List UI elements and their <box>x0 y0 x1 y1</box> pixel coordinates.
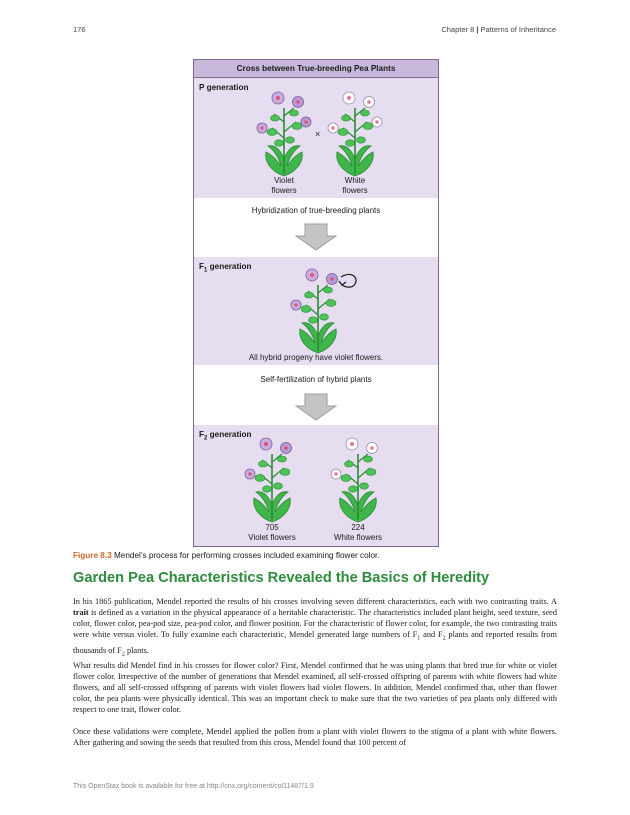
f2-generation-label: $F_2$ generation <box>199 430 252 442</box>
cross-symbol: × <box>315 129 321 139</box>
hybridization-step: Hybridization of true-breeding plants <box>251 206 381 215</box>
f2-violet-result <box>232 523 312 542</box>
white-plant-icon <box>325 88 385 178</box>
f2-generation-panel <box>194 425 438 546</box>
white-label-line1: White <box>344 176 366 185</box>
violet-count: 705 <box>265 523 279 532</box>
p-generation-label: P generation <box>199 83 249 92</box>
violet-plant-icon <box>254 88 314 178</box>
self-fertilization-step: Self-fertilization of hybrid plants <box>260 375 372 384</box>
p-generation-panel <box>194 78 438 198</box>
f2-violet-plant-icon <box>242 434 302 524</box>
down-arrow-icon <box>295 223 337 251</box>
page-number: 176 <box>73 25 86 34</box>
page-footer: This OpenStax book is available for free at http://cnx.org/content/col11487/1.9 <box>73 783 314 790</box>
white-label-line2: flowers <box>342 185 368 195</box>
violet-label-line1: Violet <box>274 176 294 185</box>
figure-title: Cross between True-breeding Pea Plants <box>194 60 438 78</box>
section-heading: Garden Pea Characteristics Revealed the Basics of Heredity <box>73 570 490 586</box>
f1-generation-panel <box>194 257 438 365</box>
chapter-label: Chapter 8 <box>441 25 475 34</box>
f1-generation-label: $F_1$ generation <box>199 262 252 274</box>
term-trait: trait <box>73 608 89 618</box>
down-arrow-icon <box>295 393 337 421</box>
f2-white-plant-icon <box>328 434 388 524</box>
caption-text: Mendel’s process for performing crosses included examining flower color. <box>111 551 380 560</box>
paragraph-1: In his 1865 publication, Mendel reported the results of his crosses involving seven different characteristics, each with two contrasting traits. A trait is defined as a variation in the physical appearance of a heritable characteristic. The characteristics included plant height, seed texture, seed color, flower color, pea-pod size, pea-pod color, and flower position. For the characteristic of flower color, for example, the two contrasting traits were white versus violet. To fully examine each characteristic, Mendel generated large numbers of $F_1$ and $F_2$ plants and reported results from thousands of $F_2$ plants. <box>73 597 557 658</box>
white-count: 224 <box>351 523 365 532</box>
paragraph-2: What results did Mendel find in his crosses for flower color? First, Mendel confirmed that he was using plants that bred true for white or violet flower color. Irrespective of the number of generations that Mendel examined, all self-crossed offspring of parents with white flowers had white flowers, and all self-crossed offspring of parents with violet flowers had violet flowers. In addition, Mendel confirmed that, other than flower color, the pea plants were physically identical. This was an important check to make sure that the two varieties of pea plants only differed with respect to one trait, flower color. <box>73 661 557 715</box>
f1-note: All hybrid progeny have violet flowers. <box>248 353 384 362</box>
self-fertilization-arrow-icon <box>337 271 361 291</box>
chapter-separator: | <box>474 25 481 34</box>
figure-number: Figure 8.3 <box>73 551 112 560</box>
white-flowers-label <box>325 176 385 195</box>
figure-mendel-cross <box>193 59 439 547</box>
chapter-title: Patterns of Inheritance <box>480 25 556 34</box>
violet-flowers-label <box>254 176 314 195</box>
violet-result-label: Violet flowers <box>248 532 296 542</box>
chapter-header <box>441 25 556 34</box>
white-result-label: White flowers <box>333 532 382 542</box>
figure-caption <box>73 551 380 560</box>
violet-label-line2: flowers <box>271 185 297 195</box>
f2-white-result <box>318 523 398 542</box>
paragraph-3: Once these validations were complete, Mendel applied the pollen from a plant with violet flowers to the stigma of a plant with white flowers. After gathering and sowing the seeds that resulted from this cross, Mendel found that 100 percent of <box>73 727 557 748</box>
